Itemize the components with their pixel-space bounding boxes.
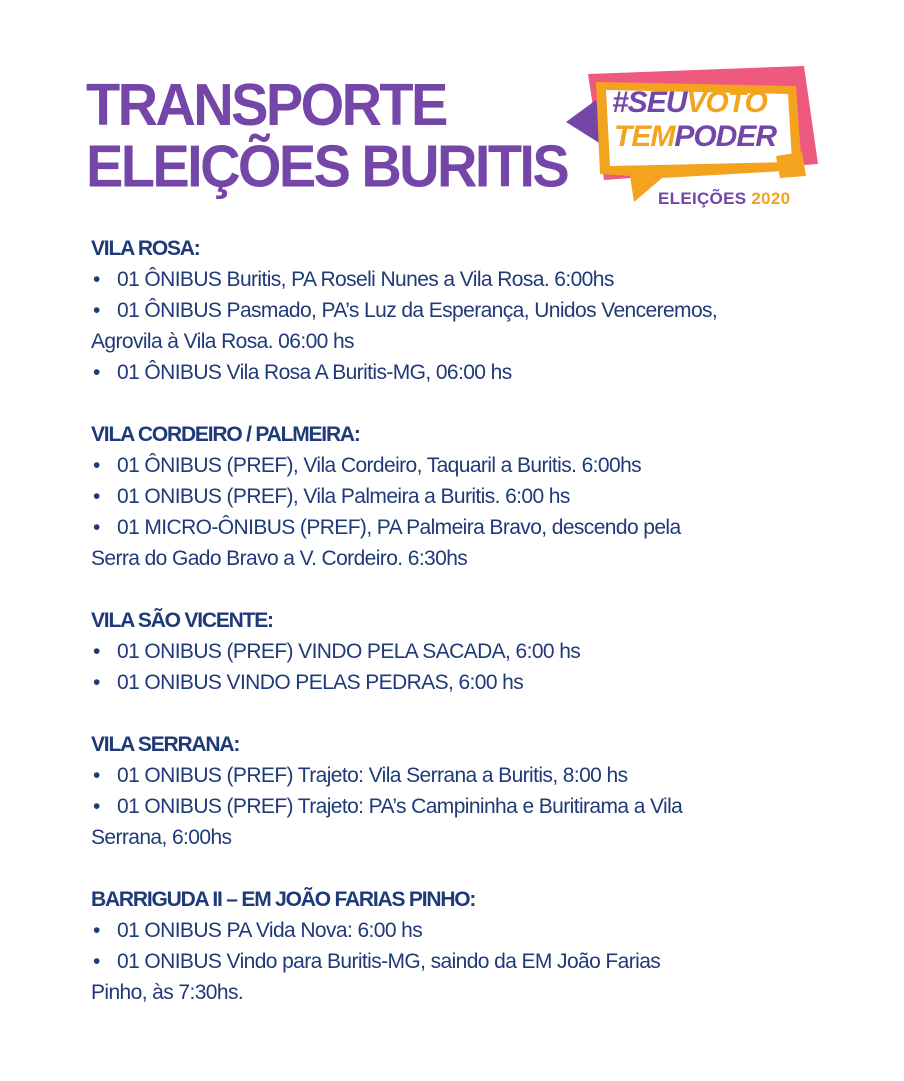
item-text: Agrovila à Vila Rosa. 06:00 hs: [91, 330, 354, 353]
list-item: [91, 450, 851, 481]
logo-eleicoes: ELEIÇÕES: [658, 189, 747, 208]
item-text: 01 MICRO-ÔNIBUS (PREF), PA Palmeira Bravo, descendo pela: [117, 516, 681, 539]
list-item-continuation: [91, 822, 851, 853]
item-text: 01 ÔNIBUS Vila Rosa A Buritis-MG, 06:00 hs: [117, 361, 512, 384]
logo-poder: PODER: [674, 120, 777, 153]
logo-orange-corner: [776, 152, 806, 178]
item-text: 01 ÔNIBUS (PREF), Vila Cordeiro, Taquaril a Buritis. 6:00hs: [117, 454, 642, 477]
item-text: Serrana, 6:00hs: [91, 826, 232, 849]
item-text: 01 ONIBUS (PREF) Trajeto: Vila Serrana a Buritis, 8:00 hs: [117, 764, 628, 787]
bullet-icon: •: [93, 299, 100, 322]
logo-line-3: [658, 190, 790, 208]
page-title: [86, 70, 586, 200]
bullet-icon: •: [93, 950, 100, 973]
list-item: [91, 667, 851, 698]
section-vila-cordeiro-palmeira: [91, 419, 851, 574]
list-item: [91, 481, 851, 512]
section-title: VILA SERRANA:: [91, 733, 240, 756]
bullet-icon: •: [93, 485, 100, 508]
list-item: [91, 636, 851, 667]
bullet-icon: •: [93, 454, 100, 477]
bullet-icon: •: [93, 640, 100, 663]
item-text: Serra do Gado Bravo a V. Cordeiro. 6:30hs: [91, 547, 468, 570]
section-vila-sao-vicente: [91, 605, 851, 698]
section-title: VILA SÃO VICENTE:: [91, 609, 273, 632]
bullet-icon: •: [93, 919, 100, 942]
logo-voto: VOTO: [686, 86, 767, 119]
item-text: 01 ONIBUS (PREF) VINDO PELA SACADA, 6:00 hs: [117, 640, 581, 663]
title-line-2: ELEIÇÕES BURITIS: [86, 132, 568, 200]
section-title: VILA CORDEIRO / PALMEIRA:: [91, 423, 360, 446]
schedule-content: [91, 233, 851, 1039]
item-text: 01 ONIBUS PA Vida Nova: 6:00 hs: [117, 919, 423, 942]
item-text: Pinho, às 7:30hs.: [91, 981, 244, 1004]
bullet-icon: •: [93, 795, 100, 818]
list-item: [91, 760, 851, 791]
list-item: [91, 791, 851, 822]
logo-line-2: [614, 122, 776, 152]
bullet-icon: •: [93, 268, 100, 291]
item-text: 01 ÔNIBUS Buritis, PA Roseli Nunes a Vila Rosa. 6:00hs: [117, 268, 614, 291]
item-text: 01 ONIBUS Vindo para Buritis-MG, saindo da EM João Farias: [117, 950, 661, 973]
item-text: 01 ONIBUS VINDO PELAS PEDRAS, 6:00 hs: [117, 671, 524, 694]
bullet-icon: •: [93, 671, 100, 694]
title-line-1: TRANSPORTE: [86, 70, 446, 138]
list-item: [91, 512, 851, 543]
bullet-icon: •: [93, 361, 100, 384]
election-logo: [566, 60, 826, 220]
logo-seu: #SEU: [612, 86, 687, 119]
section-title: VILA ROSA:: [91, 237, 200, 260]
item-text: 01 ÔNIBUS Pasmado, PA’s Luz da Esperança, Unidos Venceremos,: [117, 299, 718, 322]
list-item: [91, 295, 851, 326]
section-vila-rosa: [91, 233, 851, 388]
section-barriguda: [91, 884, 851, 1008]
list-item: [91, 946, 851, 977]
logo-year: 2020: [751, 189, 791, 208]
logo-tem: TEM: [614, 120, 675, 153]
list-item-continuation: [91, 326, 851, 357]
list-item-continuation: [91, 977, 851, 1008]
list-item: [91, 915, 851, 946]
list-item: [91, 357, 851, 388]
list-item: [91, 264, 851, 295]
item-text: 01 ONIBUS (PREF), Vila Palmeira a Buritis. 6:00 hs: [117, 485, 570, 508]
list-item-continuation: [91, 543, 851, 574]
section-title: BARRIGUDA II – EM JOÃO FARIAS PINHO:: [91, 888, 476, 911]
bullet-icon: •: [93, 516, 100, 539]
bullet-icon: •: [93, 764, 100, 787]
section-vila-serrana: [91, 729, 851, 853]
item-text: 01 ONIBUS (PREF) Trajeto: PA’s Campininha e Buritirama a Vila: [117, 795, 683, 818]
logo-line-1: [612, 88, 767, 118]
